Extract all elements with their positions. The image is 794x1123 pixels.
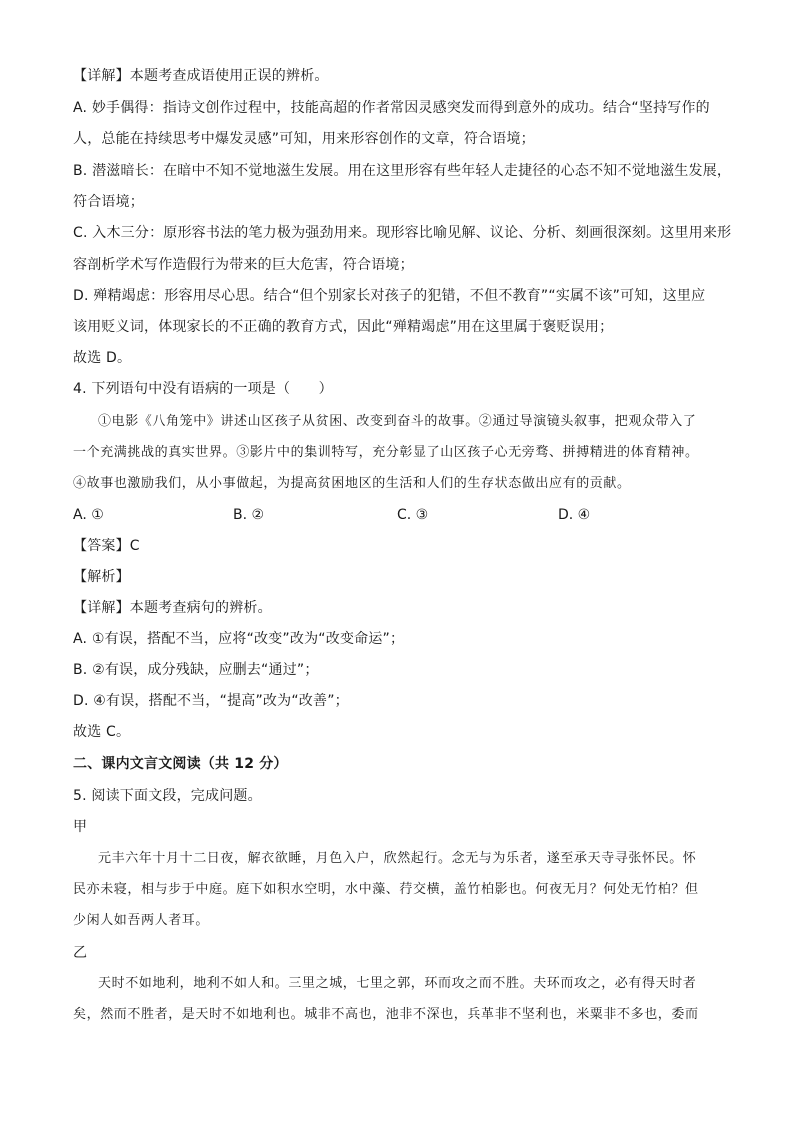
passage-jia-line3: 少闲人如吾两人者耳。 xyxy=(73,913,210,928)
section-2-title: 二、课内文言文阅读（共 12 分） xyxy=(73,756,288,772)
passage-jia-label: 甲 xyxy=(73,819,88,835)
q4-answer: 【答案】C xyxy=(73,538,140,554)
passage-yi-label: 乙 xyxy=(73,945,88,961)
q4-option-d: D. ④ xyxy=(558,507,591,523)
q3-option-d-line1: D. 殚精竭虑：形容用尽心思。结合“但个别家长对孩子的犯错，不但不教育”“实属不该”可知，这里应 xyxy=(73,288,706,304)
passage-yi-line1: 天时不如地利，地利不如人和。三里之城，七里之郭，环而攻之而不胜。夫环而攻之，必有得天时者 xyxy=(98,976,697,991)
q4-passage-line2: 一个充满挑战的真实世界。③影片中的集训特写，充分彰显了山区孩子心无旁骛、拼搏精进的体育精神。 xyxy=(73,445,699,460)
q4-option-c: C. ③ xyxy=(397,507,429,523)
passage-jia-line2: 民亦未寝，相与步于中庭。庭下如积水空明，水中藻、荇交横，盖竹柏影也。何夜无月？何处无竹柏？但 xyxy=(73,882,699,897)
q4-explain-b: B. ②有误，成分残缺，应删去“通过”； xyxy=(73,662,319,678)
q3-choose: 故选 D。 xyxy=(73,350,132,366)
q3-option-d-line2: 该用贬义词，体现家长的不正确的教育方式，因此“殚精竭虑”用在这里属于褒贬误用； xyxy=(73,319,614,335)
q3-option-b-line1: B. 潜滋暗长：在暗中不知不觉地滋生发展。用在这里形容有些年轻人走捷径的心态不知不觉地滋生发展， xyxy=(73,163,732,179)
q3-detail-heading: 【详解】本题考查成语使用正误的辨析。 xyxy=(73,68,329,84)
q4-option-b: B. ② xyxy=(233,507,265,523)
passage-yi-line2: 矣，然而不胜者，是天时不如地利也。城非不高也，池非不深也，兵革非不坚利也，米粟非不多也，委而 xyxy=(73,1007,699,1022)
q4-option-a: A. ① xyxy=(73,507,104,523)
q4-analysis-heading: 【解析】 xyxy=(73,569,130,585)
q3-option-b-line2: 符合语境； xyxy=(73,194,144,210)
q4-explain-a: A. ①有误，搭配不当，应将“改变”改为“改变命运”； xyxy=(73,631,405,647)
q3-option-a-line1: A. 妙手偶得：指诗文创作过程中，技能高超的作者常因灵感突发而得到意外的成功。结合“坚持写作的 xyxy=(73,100,710,116)
q4-stem: 4. 下列语句中没有语病的一项是（ ） xyxy=(73,381,333,397)
q4-explain-d: D. ④有误，搭配不当，“提高”改为“改善”； xyxy=(73,693,349,709)
q4-choose: 故选 C。 xyxy=(73,724,131,740)
q3-option-c-line2: 容剖析学术写作造假行为带来的巨大危害，符合语境； xyxy=(73,257,414,273)
passage-jia-line1: 元丰六年十月十二日夜，解衣欲睡，月色入户，欣然起行。念无与为乐者，遂至承天寺寻张怀民。怀 xyxy=(98,851,697,866)
q4-detail-heading: 【详解】本题考查病句的辨析。 xyxy=(73,600,272,616)
q3-option-c-line1: C. 入木三分：原形容书法的笔力极为强劲用来。现形容比喻见解、议论、分析、刻画很深刻。这里用来形 xyxy=(73,225,732,241)
q4-passage-line1: ①电影《八角笼中》讲述山区孩子从贫困、改变到奋斗的故事。②通过导演镜头叙事，把观众带入了 xyxy=(98,414,697,429)
q5-stem: 5. 阅读下面文段，完成问题。 xyxy=(73,788,262,804)
q4-passage-line3: ④故事也激励我们，从小事做起，为提高贫困地区的生活和人们的生存状态做出应有的贡献。 xyxy=(73,476,631,491)
q3-option-a-line2: 人，总能在持续思考中爆发灵感”可知，用来形容创作的文章，符合语境； xyxy=(73,131,535,147)
